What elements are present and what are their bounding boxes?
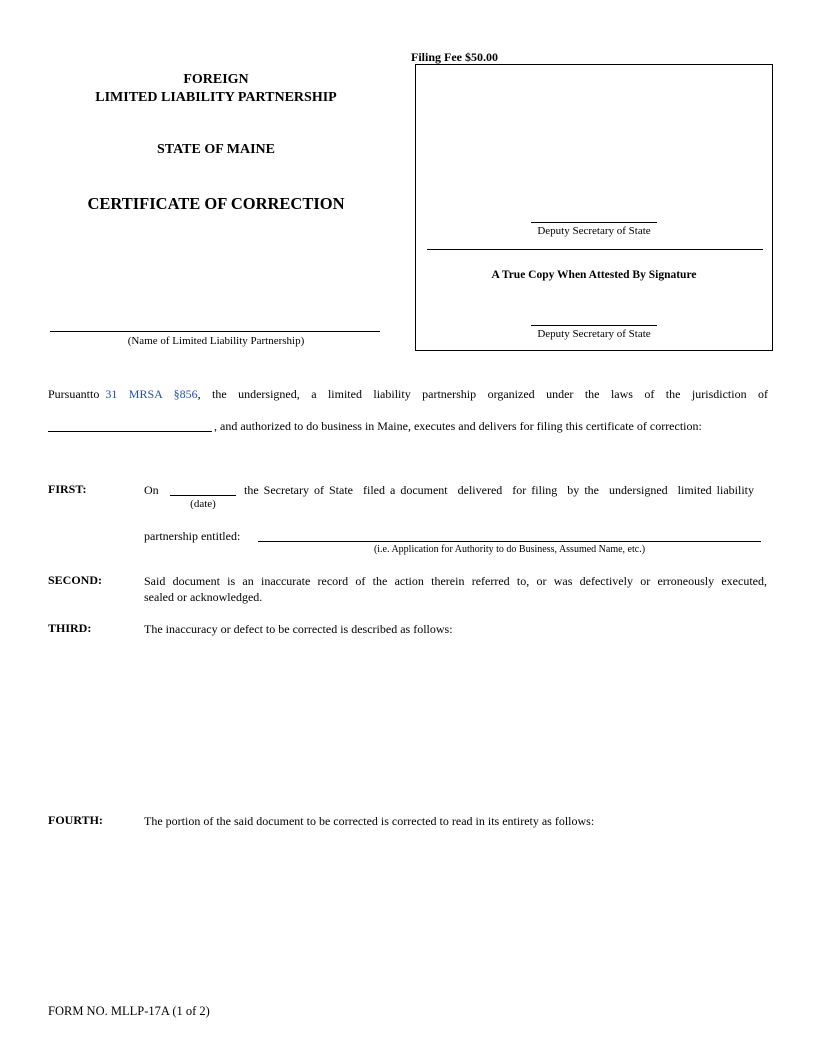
deputy-caption-top: Deputy Secretary of State <box>537 225 651 237</box>
fourth-correction-area[interactable] <box>144 834 767 984</box>
first-line-1: the Secretary of State filed a document delivered for filing by the undersigned limited liability <box>244 483 754 497</box>
first-on: On <box>144 483 159 497</box>
second-label: SECOND: <box>48 573 103 587</box>
certificate-title: CERTIFICATE OF CORRECTION <box>87 194 345 213</box>
title-llp: LIMITED LIABILITY PARTNERSHIP <box>95 90 337 105</box>
second-line-1: Said document is an inaccurate record of the action therein referred to, or was defectively or erroneously executed, <box>144 574 767 588</box>
title-foreign: FOREIGN <box>183 72 249 87</box>
jurisdiction-line[interactable] <box>48 431 212 432</box>
form-number: FORM NO. MLLP-17A (1 of 2) <box>48 1004 210 1018</box>
deputy-caption-bottom: Deputy Secretary of State <box>537 328 651 340</box>
deputy-signature-line-top[interactable] <box>531 222 657 223</box>
deputy-signature-line-bottom[interactable] <box>531 325 657 326</box>
entitled-line[interactable] <box>258 541 761 542</box>
intro-line-1-rest: , the undersigned, a limited liability partnership organized under the laws of the jurisdiction of <box>197 387 768 401</box>
true-copy-text: A True Copy When Attested By Signature <box>491 269 697 281</box>
first-label: FIRST: <box>48 482 87 496</box>
date-caption: (date) <box>190 498 216 510</box>
intro-to: to <box>90 387 100 401</box>
third-text: The inaccuracy or defect to be corrected is described as follows: <box>144 622 453 636</box>
stamp-divider <box>427 249 763 250</box>
date-line[interactable] <box>170 495 236 496</box>
first-line-2: partnership entitled: <box>144 529 241 543</box>
llp-name-caption: (Name of Limited Liability Partnership) <box>127 335 305 347</box>
statute-link[interactable]: 31 MRSA §856 <box>105 387 198 401</box>
llp-name-line[interactable] <box>50 331 380 332</box>
title-state: STATE OF MAINE <box>157 142 275 157</box>
intro-pursuant: Pursuant <box>48 387 90 401</box>
fourth-text: The portion of the said document to be corrected is corrected to read in its entirety as follows: <box>144 814 595 828</box>
intro-line-2: , and authorized to do business in Maine, executes and delivers for filing this certificate of correction: <box>214 419 702 433</box>
entitled-caption: (i.e. Application for Authority to do Business, Assumed Name, etc.) <box>373 544 646 555</box>
third-label: THIRD: <box>48 621 92 635</box>
third-correction-area[interactable] <box>144 642 767 802</box>
intro-line-1-text <box>99 386 768 402</box>
filing-fee: Filing Fee $50.00 <box>411 50 498 64</box>
filing-stamp-box <box>415 64 773 351</box>
fourth-label: FOURTH: <box>48 813 103 827</box>
second-line-2: sealed or acknowledged. <box>144 590 263 604</box>
intro-line-1 <box>48 386 768 402</box>
